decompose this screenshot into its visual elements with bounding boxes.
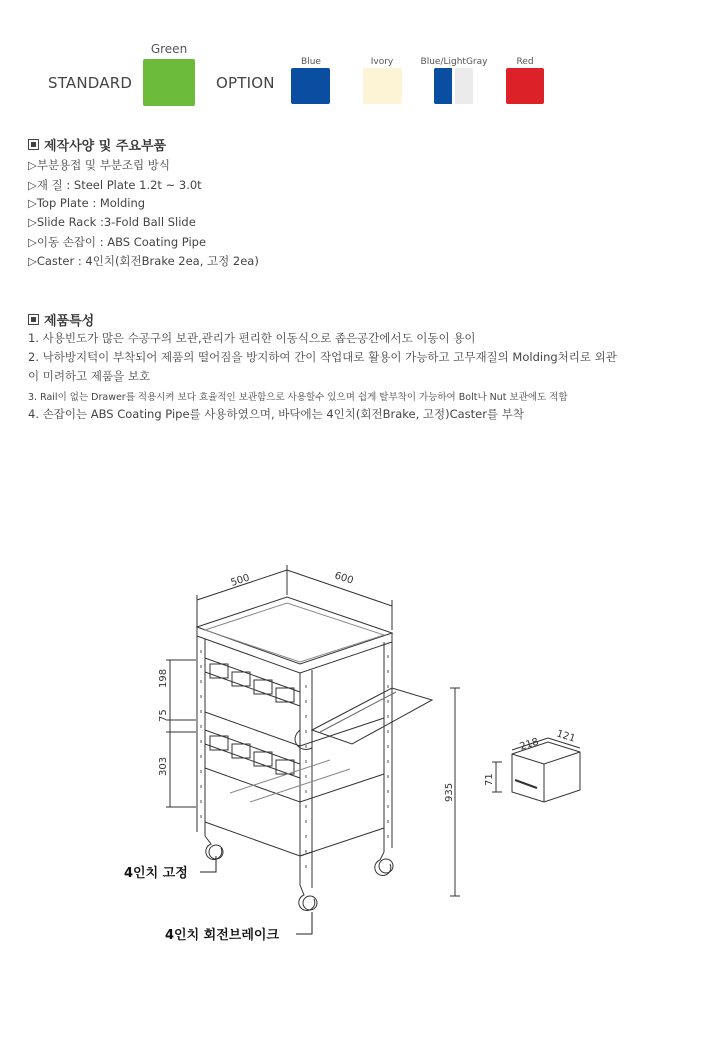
dim-width: 500	[229, 572, 252, 589]
swatch-caption-ivory: Ivory	[370, 57, 394, 67]
feature-item: 3. Rail이 없는 Drawer를 적용시켜 보다 효율적인 보관함으로 사용할수 있으며 쉽게 탈부착이 가능하여 Bolt나 Nut 보관에도 적합	[28, 392, 568, 403]
spec-item: ▷재 질 : Steel Plate 1.2t ~ 3.0t	[28, 178, 202, 192]
callout-swivel-text: 4인치 회전브레이크	[165, 928, 280, 943]
swatch-caption-red: Red	[516, 57, 534, 67]
callout-swivel-caster	[165, 924, 279, 943]
features-title-text: 제품특성	[44, 314, 95, 329]
callout-fixed-text: 4인치 고정	[124, 866, 188, 881]
feature-item: 이 미려하고 제품을 보호	[28, 369, 151, 383]
option-label: OPTION	[216, 74, 275, 92]
feature-item: 2. 낙하방지턱이 부착되어 제품의 떨어짐을 방지하여 간이 작업대로 활용이 가능하고 고무재질의 Molding처리로 외관	[28, 350, 617, 364]
spec-item: ▷Caster : 4인치(회전Brake 2ea, 고정 2ea)	[28, 254, 259, 268]
specs-title-text: 제작사양 및 주요부품	[44, 139, 167, 154]
dim-d3: 303	[158, 756, 169, 776]
dim-d2: 75	[158, 709, 169, 722]
swatch-caption-green: Green	[150, 42, 188, 56]
spec-item: ▷부분용접 및 부분조립 방식	[28, 158, 171, 172]
dim-bin-d: 121	[555, 728, 577, 745]
spec-item: ▷이동 손잡이 : ABS Coating Pipe	[28, 235, 207, 249]
swatch-caption-blue: Blue	[301, 57, 321, 67]
standard-label: STANDARD	[48, 74, 133, 92]
feature-item: 1. 사용빈도가 많은 수공구의 보관,관리가 편리한 이동식으로 좁은공간에서도 이동이 용이	[28, 331, 476, 345]
spec-item: ▷Slide Rack :3-Fold Ball Slide	[28, 215, 196, 229]
spec-item: ▷Top Plate : Molding	[28, 196, 146, 210]
dim-bin-w: 218	[518, 736, 541, 753]
dim-depth: 600	[333, 570, 355, 587]
dim-height: 935	[444, 782, 455, 802]
dim-bin-h: 71	[484, 773, 495, 786]
dim-d1: 198	[158, 668, 169, 688]
swatch-caption-blue-lightgray: Blue/LightGray	[420, 57, 488, 67]
feature-item: 4. 손잡이는 ABS Coating Pipe를 사용하였으며, 바닥에는 4인치(회전Brake, 고정)Caster를 부착	[28, 407, 524, 421]
